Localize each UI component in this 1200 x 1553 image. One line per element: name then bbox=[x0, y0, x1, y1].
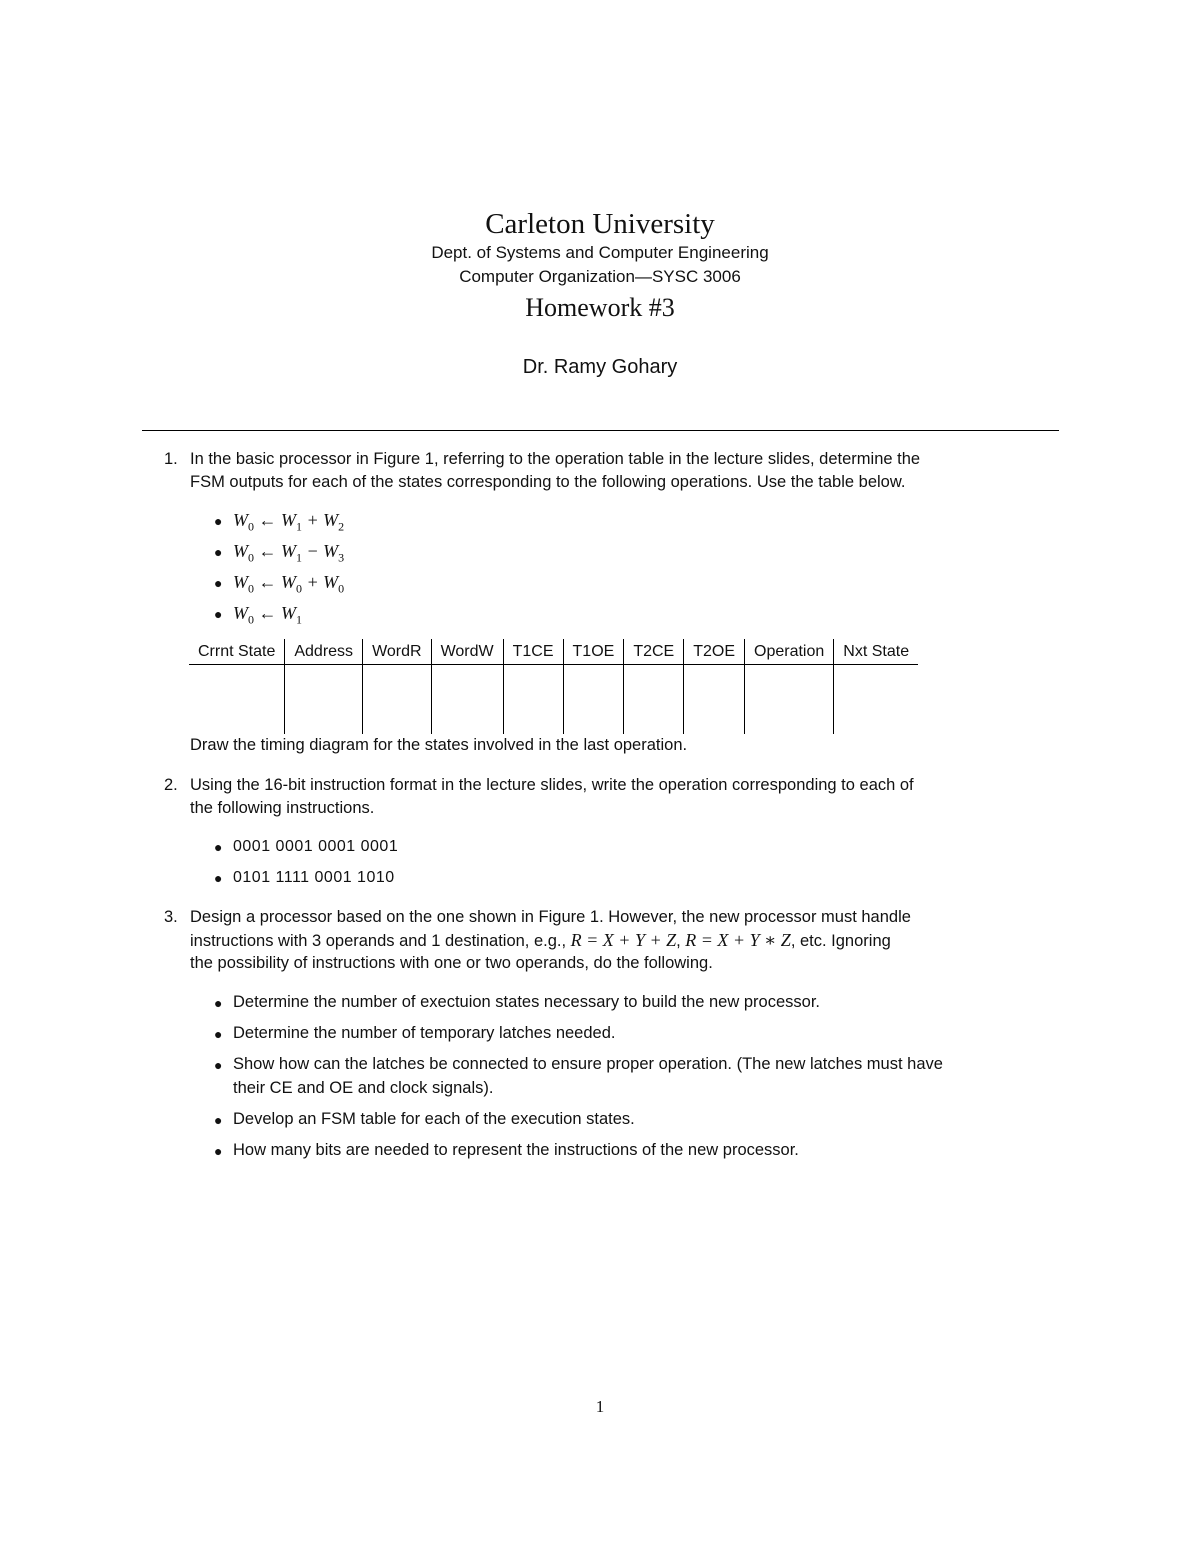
column-header: Operation bbox=[745, 639, 834, 665]
table-cell bbox=[563, 665, 624, 735]
q2-number: 2. bbox=[164, 776, 178, 794]
page-title: Carleton University bbox=[485, 208, 715, 240]
department-line: Dept. of Systems and Computer Engineering bbox=[431, 243, 769, 262]
q1-operation-4: $W_0$ ← $W_1$ bbox=[233, 603, 302, 627]
table-cell bbox=[684, 665, 745, 735]
q3-item-3: Show how can the latches be connected to ensure proper operation. (The new latches must have bbox=[233, 1055, 943, 1073]
q3-item-1: Determine the number of exectuion states necessary to build the new processor. bbox=[233, 993, 820, 1011]
q3-text-line1: Design a processor based on the one shown in Figure 1. However, the new processor must handle bbox=[190, 908, 911, 926]
q1-operation-3: $W_0$ ← $W_0 + W_0$ bbox=[233, 572, 345, 596]
column-header: T2OE bbox=[684, 639, 745, 665]
q3-example-expression-1: R = X + Y + Z bbox=[570, 930, 677, 950]
bullet-icon: ● bbox=[214, 839, 223, 855]
horizontal-rule bbox=[142, 430, 1059, 431]
q2-text-line2: the following instructions. bbox=[190, 799, 375, 817]
q1-number: 1. bbox=[164, 450, 178, 468]
q2-instruction-1: 0001 0001 0001 0001 bbox=[233, 838, 399, 855]
bullet-icon: ● bbox=[214, 575, 223, 591]
column-header: T1OE bbox=[563, 639, 624, 665]
q1-text-line1: In the basic processor in Figure 1, referring to the operation table in the lecture slides, determine the bbox=[190, 450, 921, 468]
table-cell bbox=[189, 665, 285, 735]
q2-instruction-2: 0101 1111 0001 1010 bbox=[233, 869, 395, 886]
q3-example-expression-2: R = X + Y ∗ Z bbox=[685, 930, 791, 950]
q3-item-4: Develop an FSM table for each of the execution states. bbox=[233, 1110, 635, 1128]
table-cell bbox=[363, 665, 432, 735]
column-header: WordW bbox=[431, 639, 503, 665]
homework-title: Homework #3 bbox=[525, 293, 675, 322]
bullet-icon: ● bbox=[214, 995, 223, 1011]
table-cell bbox=[834, 665, 918, 735]
q1-after-table: Draw the timing diagram for the states involved in the last operation. bbox=[190, 736, 688, 754]
bullet-icon: ● bbox=[214, 544, 223, 560]
q3-item-5: How many bits are needed to represent the instructions of the new processor. bbox=[233, 1141, 799, 1159]
bullet-icon: ● bbox=[214, 1112, 223, 1128]
bullet-icon: ● bbox=[214, 1026, 223, 1042]
q3-text-line2-end: , etc. Ignoring bbox=[790, 932, 891, 950]
page-number: 1 bbox=[595, 1397, 605, 1416]
column-header: Crrnt State bbox=[189, 639, 285, 665]
q3-text-line2: instructions with 3 operands and 1 destination, e.g., R = X + Y + Z, R = X + Y ∗ Z, etc. Ignoring bbox=[190, 930, 891, 950]
q3-number: 3. bbox=[164, 908, 178, 926]
column-header: T1CE bbox=[503, 639, 563, 665]
course-line: Computer Organization—SYSC 3006 bbox=[459, 267, 741, 286]
q3-item-3-continued: their CE and OE and clock signals). bbox=[233, 1079, 494, 1097]
q1-operation-1: $W_0$ ← $W_1 + W_2$ bbox=[233, 510, 345, 534]
bullet-icon: ● bbox=[214, 870, 223, 886]
table-cell bbox=[624, 665, 684, 735]
table-cell bbox=[503, 665, 563, 735]
q1-text-line2: FSM outputs for each of the states corresponding to the following operations. Use the table below. bbox=[190, 473, 906, 491]
table-header-row bbox=[189, 639, 918, 665]
fsm-output-table bbox=[189, 639, 918, 734]
column-header: Nxt State bbox=[834, 639, 918, 665]
table-cell bbox=[285, 665, 363, 735]
q3-item-2: Determine the number of temporary latches needed. bbox=[233, 1024, 616, 1042]
author-name: Dr. Ramy Gohary bbox=[522, 356, 678, 378]
table-row bbox=[189, 665, 918, 735]
column-header: WordR bbox=[363, 639, 432, 665]
q1-operation-2: $W_0$ ← $W_1 - W_3$ bbox=[233, 541, 345, 565]
q3-text-line3: the possibility of instructions with one or two operands, do the following. bbox=[190, 954, 713, 972]
column-header: T2CE bbox=[624, 639, 684, 665]
q3-text-line2-start: instructions with 3 operands and 1 destination, e.g., bbox=[190, 932, 571, 950]
table-cell bbox=[431, 665, 503, 735]
q2-text-line1: Using the 16-bit instruction format in the lecture slides, write the operation corresponding to each of bbox=[190, 776, 914, 794]
bullet-icon: ● bbox=[214, 606, 223, 622]
column-header: Address bbox=[285, 639, 363, 665]
bullet-icon: ● bbox=[214, 1143, 223, 1159]
table-cell bbox=[745, 665, 834, 735]
bullet-icon: ● bbox=[214, 1057, 223, 1073]
bullet-icon: ● bbox=[214, 513, 223, 529]
